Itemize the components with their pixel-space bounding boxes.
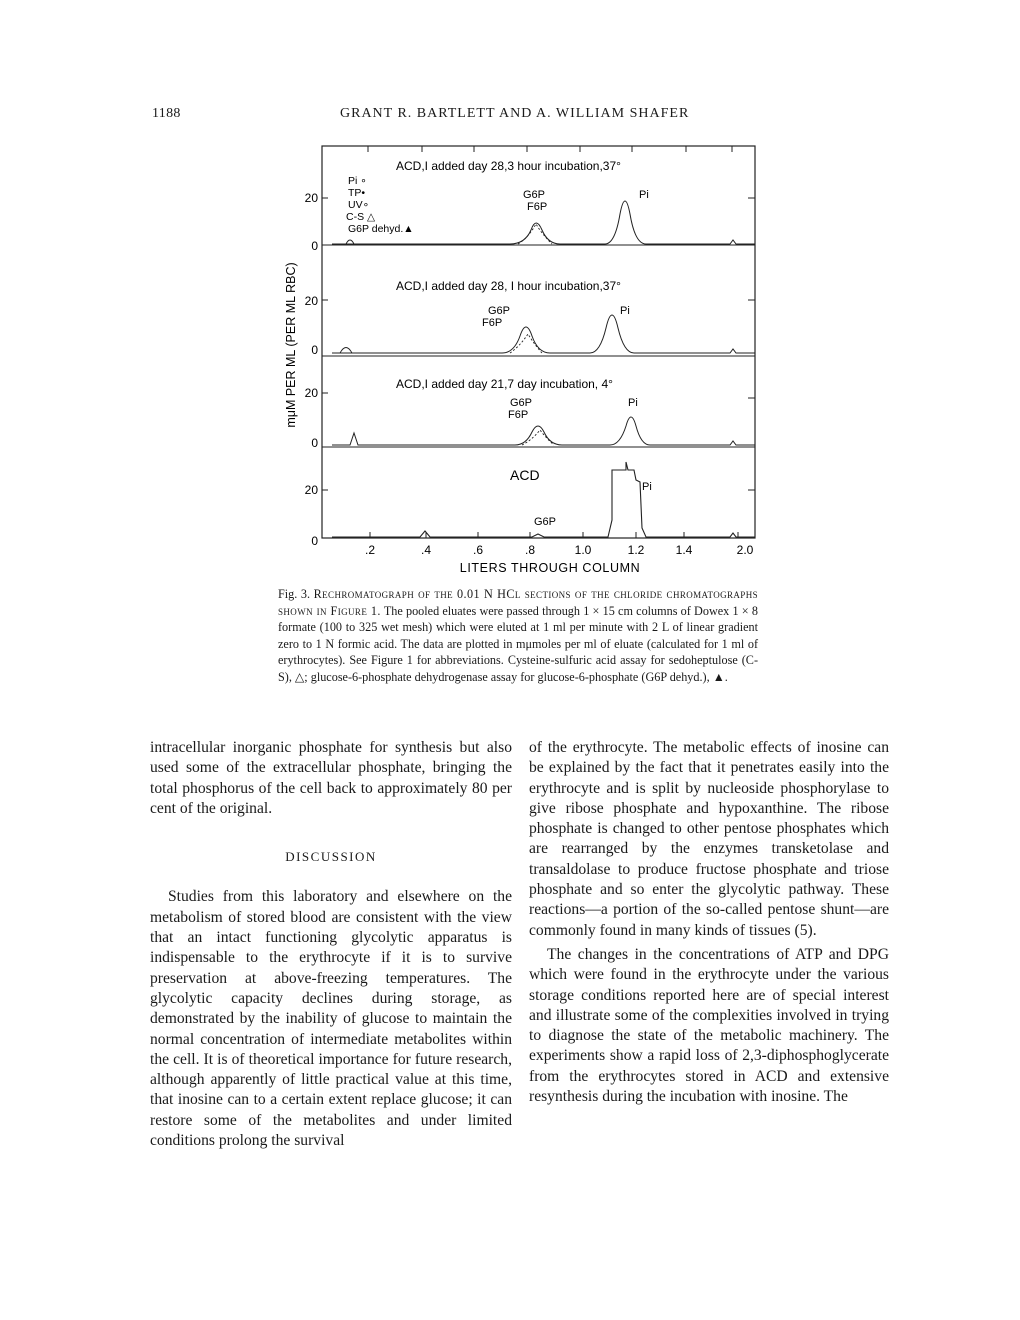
running-head: GRANT R. BARTLETT AND A. WILLIAM SHAFER <box>340 106 690 121</box>
legend-tp: TP• <box>348 187 366 199</box>
section-heading: DISCUSSION <box>285 849 377 865</box>
right-column <box>529 738 889 1107</box>
caption-title: Rechromatograph of the 0.01 N HCl sections of the chloride chromatographs shown in Figure 1. <box>278 587 759 618</box>
y-tick-label: 20 <box>304 483 318 497</box>
x-tick-label: .8 <box>524 543 536 557</box>
top-ticks <box>368 146 732 152</box>
panel-1-trace-small <box>346 240 354 244</box>
legend-uv: UV∘ <box>348 199 370 211</box>
panel-2-trace-small <box>340 348 352 354</box>
x-tick-label: 1.0 <box>574 543 592 557</box>
panel-3-title: ACD,I added day 21,7 day incubation, 4° <box>396 377 613 391</box>
panel-3-label-pi: Pi <box>628 397 638 409</box>
x-tick-label: .2 <box>364 543 376 557</box>
panel-2-label-pi: Pi <box>620 305 630 317</box>
y-tick-label: 0 <box>311 343 318 357</box>
legend-cs: C-S △ <box>346 211 376 223</box>
x-tick-label: 1.2 <box>627 543 645 557</box>
panel-2-label-g6p: G6P <box>488 305 511 317</box>
panel-2-label-f6p: F6P <box>482 317 503 329</box>
legend-pi: Pi ∘ <box>348 175 367 187</box>
panel-3-label-g6p: G6P <box>510 397 533 409</box>
chromatogram-figure <box>270 140 770 580</box>
x-tick-label: .6 <box>472 543 484 557</box>
x-tick-label: .4 <box>420 543 432 557</box>
panel-1-title: ACD,I added day 28,3 hour incubation,37° <box>396 159 621 173</box>
x-tick-label: 1.4 <box>675 543 693 557</box>
figure-caption <box>278 586 758 686</box>
paragraph: of the erythrocyte. The metabolic effects of inosine can be explained by the fact that it penetrates easily into the erythrocyte and is split by nucleoside phosphorylase to give ribose phosphate and hypoxanthine. The ribose phosphate is changed to other pentose phosphates which are rearranged by the enzymes transketolase and transaldolase to produce fructose phosphate and triose phosphate and so enter the glycolytic pathway. These reactions—a portion of the so-called pentose shunt—are commonly found in many kinds of tissues (5). <box>529 739 889 939</box>
panel-4-title: ACD <box>510 467 540 483</box>
panel-2-trace <box>332 315 755 353</box>
paragraph: intracellular inorganic phosphate for synthesis but also used some of the extracellular phosphate, bringing the total phosphorus of the cell back to approximately 80 per cent of the original. <box>150 739 512 817</box>
right-ticks <box>748 198 755 490</box>
y-tick-label: 20 <box>304 386 318 400</box>
left-column <box>150 738 512 1151</box>
panel-1-label-f6p: F6P <box>527 201 548 213</box>
legend-g6p-dehyd: G6P dehyd.▲ <box>348 223 414 235</box>
panel-1-label-pi: Pi <box>639 189 649 201</box>
caption-label: Fig. 3. <box>278 587 311 601</box>
paragraph: Studies from this laboratory and elsewhere on the metabolism of stored blood are consistent with the view that an intact functioning glycolytic apparatus is indispensable to the erythrocyte if it is to survive preservation at above-freezing temperatures. The glycolytic capacity declines during storage, as demonstrated by the inability of glucose to maintain the normal concentration of intermediate metabolites within the cell. It is of theoretical importance for future research, although apparently of little practical value at this time, that inosine can to a certain extent replace glucose; it can restore some of the metabolites and under limited conditions prolong the survival <box>150 888 512 1150</box>
panel-2-trace-f6p <box>510 334 542 353</box>
panel-3-label-f6p: F6P <box>508 409 529 421</box>
caption-body: The pooled eluates were passed through 1 × 15 cm columns of Dowex 1 × 8 formate (100 to 325 wet mesh) which were eluted at 1 ml per minute with 2 L of linear gradient zero to 1 N formic acid. The data are plotted in mμmoles per ml of eluate (calculated for 1 ml of erythrocytes). See Figure 1 for abbreviations. Cysteine-sulfuric acid assay for sedoheptulose (C-S), △; glucose-6-phosphate dehydrogenase assay for glucose-6-phosphate (G6P dehyd.), ▲. <box>278 603 759 684</box>
panel-2-title: ACD,I added day 28, I hour incubation,37° <box>396 279 621 293</box>
y-tick-marks <box>322 198 328 490</box>
panel-1-trace-f6p <box>518 224 552 244</box>
panel-4-label-g6p: G6P <box>534 516 557 528</box>
panel-1-legend <box>346 175 414 235</box>
panel-4-label-pi: Pi <box>642 481 652 493</box>
paragraph: The changes in the concentrations of ATP and DPG which were found in the erythrocyte under the various storage conditions reported here are of special interest and illustrate some of the complexities involved in trying to diagnose the state of the metabolic machinery. The experiments show a rapid loss of 2,3-diphosphoglycerate from the erythrocytes stored in ACD and extensive resynthesis during the incubation with inosine. The <box>529 945 889 1106</box>
panel-3-trace-f6p <box>522 430 554 445</box>
y-tick-labels <box>305 191 319 548</box>
y-tick-label: 0 <box>311 534 318 548</box>
x-axis-label: LITERS THROUGH COLUMN <box>459 561 641 575</box>
y-tick-label: 20 <box>304 294 318 308</box>
y-tick-label: 0 <box>311 436 318 450</box>
panel-3-trace <box>332 417 755 445</box>
x-tick-labels <box>365 543 754 557</box>
x-tick-label: 2.0 <box>736 543 754 557</box>
y-tick-label: 20 <box>304 191 318 205</box>
y-tick-label: 0 <box>311 239 318 253</box>
y-axis-label: mμM PER ML (PER ML RBC) <box>284 262 298 428</box>
page-number: 1188 <box>152 106 181 121</box>
panel-1-label-g6p: G6P <box>523 189 546 201</box>
